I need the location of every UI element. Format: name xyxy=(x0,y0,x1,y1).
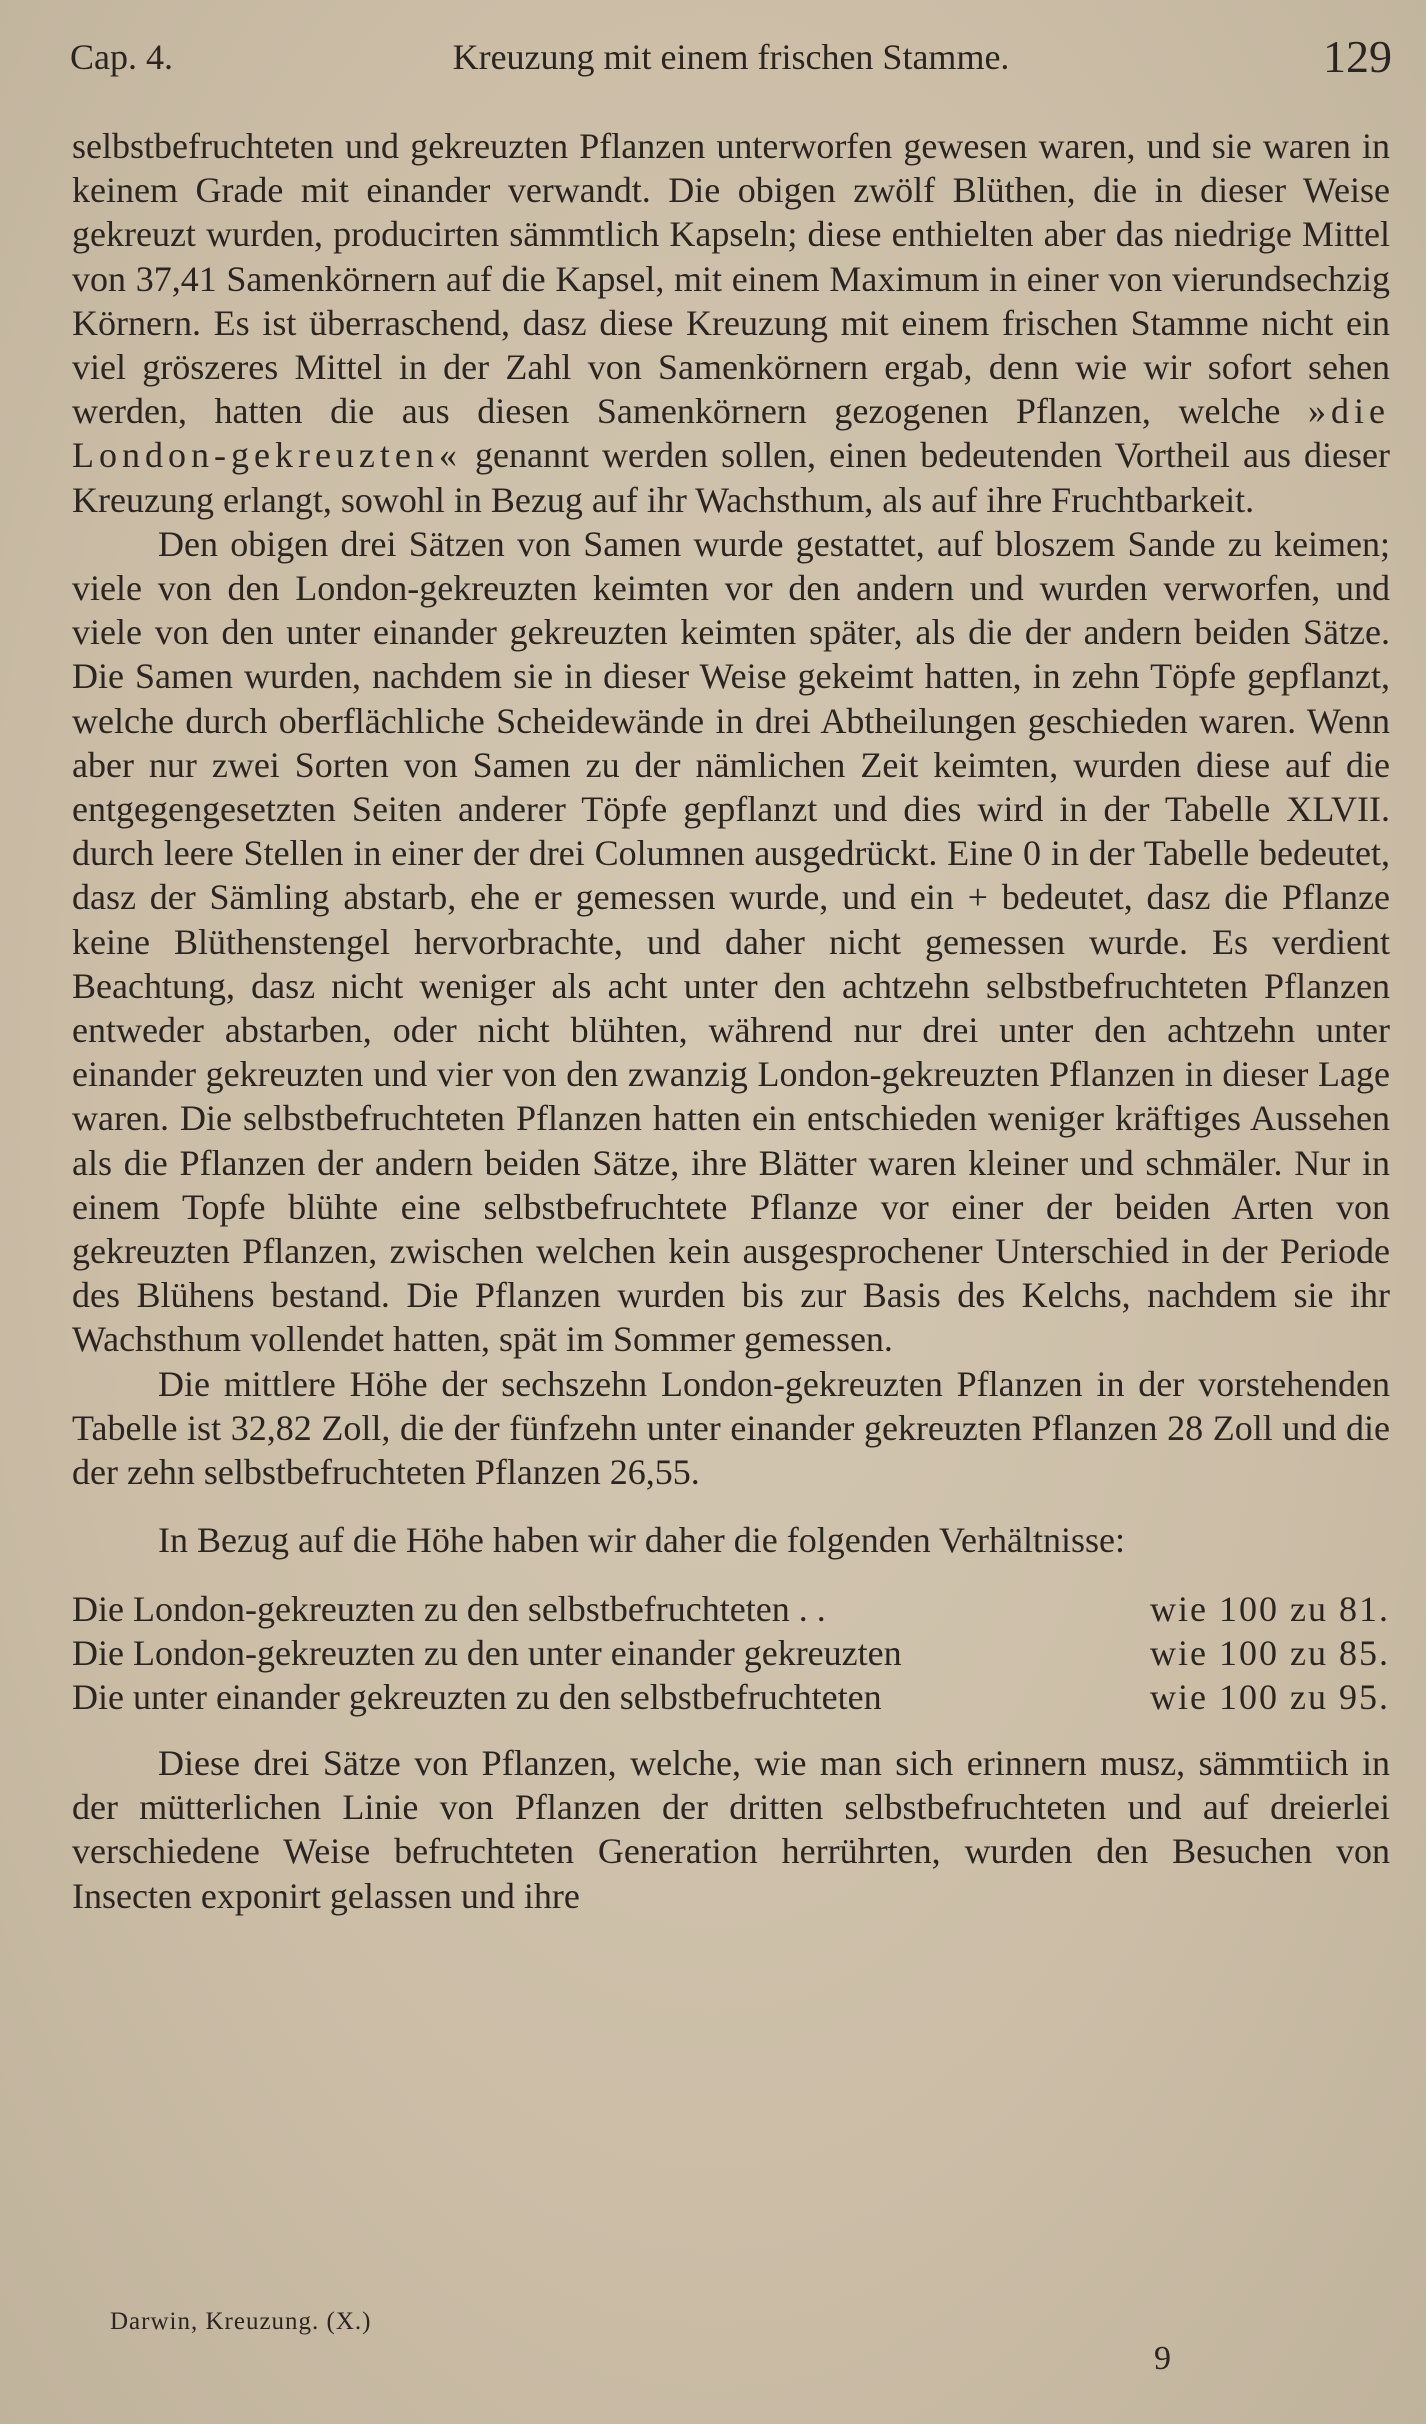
paragraph-1 xyxy=(72,124,1390,522)
emphasis-london-gekreuzten: »die London-gekreuzten« xyxy=(72,391,1391,476)
ratio-value: wie 100 zu 85. xyxy=(1150,1632,1390,1673)
signature-mark: 9 xyxy=(1154,2340,1171,2377)
ratio-value: wie 100 zu 81. xyxy=(1150,1588,1390,1629)
running-header xyxy=(70,30,1392,90)
ratio-label: Die London-gekreuzten zu den unter einander gekreuzten xyxy=(72,1632,902,1673)
paragraph-1-text: selbstbefruchteten und gekreuzten Pflanzen unterworfen gewesen waren, und sie waren in keinem Grade mit einander verwandt. Die obigen zwölf Blüthen, die in dieser Weise gekreuzt wurden, producirten sämmtlich Kapseln; diese enthielten aber das niedrige Mittel von 37,41 Samenkörnern auf die Kapsel, mit einem Maximum in einer von vierundsechzig Körnern. Es ist überraschend, dasz diese Kreuzung mit einem frischen Stamme nicht ein viel gröszeres Mittel in der Zahl von Samenkörnern ergab, denn wie wir sofort sehen werden, hatten die aus diesen Samenkörnern gezogenen Pflanzen, welche xyxy=(72,126,1390,432)
ratio-row xyxy=(72,1587,1390,1631)
footer-source: Darwin, Kreuzung. (X.) xyxy=(110,2308,372,2335)
ratio-row xyxy=(72,1631,1390,1675)
body-text xyxy=(72,124,1390,1918)
running-title: Kreuzung mit einem frischen Stamme. xyxy=(452,37,1010,77)
paragraph-2: Den obigen drei Sätzen von Samen wurde gestattet, auf bloszem Sande zu keimen; viele von den London-gekreuzten keimten vor den andern und wurden verworfen, und viele von den unter einander gekreuzten keimten später, als die der andern beiden Sätze. Die Samen wurden, nachdem sie in dieser Weise gekeimt hatten, in zehn Töpfe gepflanzt, welche durch oberflächliche Scheidewände in drei Abtheilungen geschieden waren. Wenn aber nur zwei Sorten von Samen zu der nämlichen Zeit keimten, wurden diese auf die entgegengesetzten Seiten anderer Töpfe gepflanzt und dies wird in der Tabelle XLVII. durch leere Stellen in einer der drei Columnen ausgedrückt. Eine 0 in der Tabelle bedeutet, dasz der Sämling abstarb, ehe er gemessen wurde, und ein + bedeutet, dasz die Pflanze keine Blüthenstengel hervorbrachte, und daher nicht gemessen wurde. Es verdient Beachtung, dasz nicht weniger als acht unter den achtzehn selbstbefruchteten Pflanzen entweder abstarben, oder nicht blühten, während nur drei unter den achtzehn unter einander gekreuzten und vier von den zwanzig London-gekreuzten Pflanzen in dieser Lage waren. Die selbstbefruchteten Pflanzen hatten ein entschieden weniger kräftiges Aussehen als die Pflanzen der andern beiden Sätze, ihre Blätter waren kleiner und schmäler. Nur in einem Topfe blühte eine selbstbefruchtete Pflanze vor einer der beiden Arten von gekreuzten Pflanzen, zwischen welchen kein ausgesprochener Unterschied in der Periode des Blühens bestand. Die Pflanzen wurden bis zur Basis des Kelchs, nachdem sie ihr Wachsthum vollendet hatten, spät im Sommer gemessen. xyxy=(72,523,1390,1360)
ratio-row xyxy=(72,1675,1390,1719)
chapter-label: Cap. 4. xyxy=(70,37,173,77)
ratio-value: wie 100 zu 95. xyxy=(1150,1676,1390,1717)
paragraph-1-end: genannt werden sollen, einen bedeutenden Vortheil aus dieser Kreuzung erlangt, sowohl in Bezug auf ihr Wachsthum, als auf ihre Fruchtbarkeit. xyxy=(72,435,1390,520)
ratio-label: Die London-gekreuzten zu den selbstbefruchteten . . xyxy=(72,1588,826,1629)
paragraph-3: Die mittlere Höhe der sechszehn London-gekreuzten Pflanzen in der vorstehenden Tabelle ist 32,82 Zoll, die der fünfzehn unter einander gekreuzten Pflanzen 28 Zoll und die der zehn selbstbefruchteten Pflanzen 26,55. xyxy=(72,1363,1390,1493)
page-number: 129 xyxy=(1323,31,1392,82)
ratio-list xyxy=(72,1587,1390,1720)
ratio-label: Die unter einander gekreuzten zu den selbstbefruchteten xyxy=(72,1676,882,1717)
paragraph-5: Diese drei Sätze von Pflanzen, welche, wie man sich erinnern musz, sämmtiich in der mütterlichen Linie von Pflanzen der dritten selbstbefruchteten und auf dreierlei verschiedene Weise befruchteten Generation herrührten, wurden den Besuchen von Insecten exponirt gelassen und ihre xyxy=(72,1743,1390,1916)
paragraph-4: In Bezug auf die Höhe haben wir daher die folgenden Verhältnisse: xyxy=(158,1520,1126,1561)
